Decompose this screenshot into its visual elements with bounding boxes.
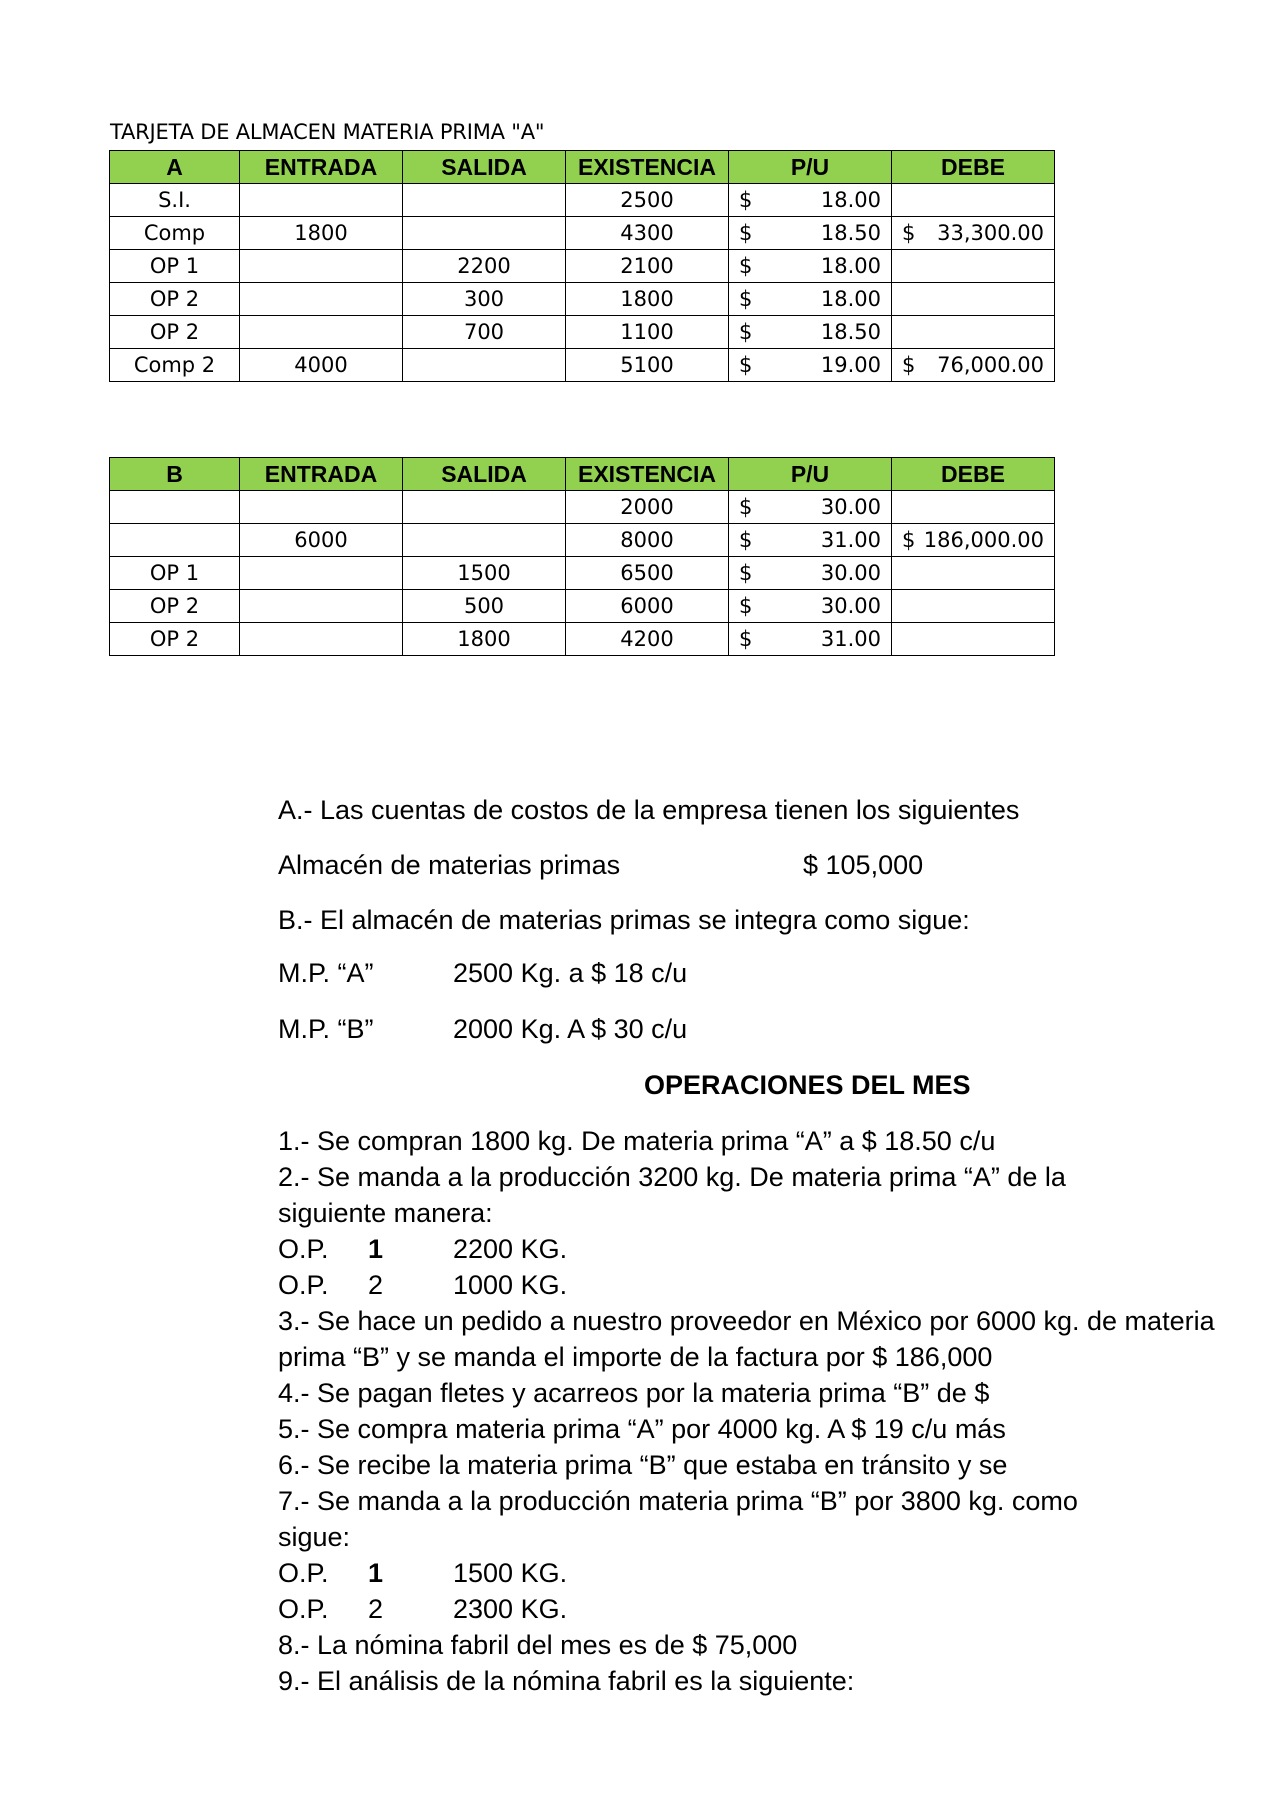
cell-entrada	[240, 491, 403, 524]
operation-line: prima “B” y se manda el importe de la factura por $ 186,000	[278, 1342, 993, 1372]
col-header: SALIDA	[403, 151, 566, 184]
cell-pu-value: 18.00	[820, 188, 881, 212]
cell-entrada: 1800	[240, 217, 403, 250]
cell-debe	[892, 491, 1055, 524]
op-quantity: 2300 KG.	[453, 1594, 568, 1624]
cell-existencia: 4200	[566, 623, 729, 656]
currency-symbol: $	[739, 561, 753, 585]
currency-symbol: $	[902, 353, 916, 377]
operation-line: 4.- Se pagan fletes y acarreos por la materia prima “B” de $	[278, 1378, 990, 1408]
table-header-row	[110, 458, 1055, 491]
operation-line: sigue:	[278, 1522, 351, 1552]
operation-line: 2.- Se manda a la producción 3200 kg. De materia prima “A” de la	[278, 1162, 1066, 1192]
cell-debe	[892, 524, 1055, 557]
cell-pu	[729, 316, 892, 349]
table-row	[110, 590, 1055, 623]
table-row	[110, 316, 1055, 349]
op-label: O.P.	[278, 1558, 329, 1588]
currency-symbol: $	[739, 353, 753, 377]
cell-existencia: 6500	[566, 557, 729, 590]
currency-symbol: $	[739, 188, 753, 212]
cell-debe	[892, 316, 1055, 349]
currency-symbol: $	[739, 495, 753, 519]
col-header: ENTRADA	[240, 458, 403, 491]
cell-existencia: 8000	[566, 524, 729, 557]
currency-symbol: $	[739, 594, 753, 618]
col-header: A	[110, 151, 240, 184]
cell-label: OP 2	[110, 623, 240, 656]
mpa-value: 2500 Kg. a $ 18 c/u	[453, 958, 688, 988]
almacen-label: Almacén de materias primas	[278, 850, 621, 880]
cell-label: OP 2	[110, 590, 240, 623]
cell-pu-value: 31.00	[820, 528, 881, 552]
table-header-row	[110, 151, 1055, 184]
col-header: P/U	[729, 151, 892, 184]
cell-pu-value: 30.00	[820, 561, 881, 585]
cell-existencia: 4300	[566, 217, 729, 250]
cell-pu-value: 30.00	[820, 594, 881, 618]
col-header: ENTRADA	[240, 151, 403, 184]
table-materia-prima-b	[109, 457, 1055, 656]
cell-label: Comp	[110, 217, 240, 250]
col-header: SALIDA	[403, 458, 566, 491]
op-label: O.P.	[278, 1270, 329, 1300]
cell-salida: 1500	[403, 557, 566, 590]
col-header: DEBE	[892, 151, 1055, 184]
cell-debe	[892, 250, 1055, 283]
op-number: 1	[368, 1234, 384, 1264]
text-line: B.- El almacén de materias primas se integra como sigue:	[278, 905, 970, 935]
cell-label: S.I.	[110, 184, 240, 217]
op-label: O.P.	[278, 1234, 329, 1264]
cell-salida: 1800	[403, 623, 566, 656]
cell-pu-value: 18.00	[820, 287, 881, 311]
cell-salida	[403, 349, 566, 382]
table-row	[110, 283, 1055, 316]
op-quantity: 1500 KG.	[453, 1558, 568, 1588]
currency-symbol: $	[739, 627, 753, 651]
table-row	[110, 524, 1055, 557]
cell-salida: 300	[403, 283, 566, 316]
table-row	[110, 491, 1055, 524]
cell-debe	[892, 557, 1055, 590]
cell-salida	[403, 217, 566, 250]
operation-line: 7.- Se manda a la producción materia prima “B” por 3800 kg. como	[278, 1486, 1078, 1516]
cell-pu	[729, 184, 892, 217]
cell-entrada	[240, 250, 403, 283]
card-title: TARJETA DE ALMACEN MATERIA PRIMA "A"	[110, 120, 545, 144]
currency-symbol: $	[739, 221, 753, 245]
col-header: B	[110, 458, 240, 491]
cell-salida	[403, 491, 566, 524]
cell-debe-value: 76,000.00	[937, 353, 1044, 377]
op-number: 2	[368, 1594, 384, 1624]
operation-line: 8.- La nómina fabril del mes es de $ 75,000	[278, 1630, 798, 1660]
section-heading: OPERACIONES DEL MES	[644, 1070, 971, 1100]
currency-symbol: $	[739, 528, 753, 552]
cell-salida: 700	[403, 316, 566, 349]
cell-debe	[892, 283, 1055, 316]
operation-line: siguiente manera:	[278, 1198, 493, 1228]
cell-existencia: 5100	[566, 349, 729, 382]
text-line: A.- Las cuentas de costos de la empresa tienen los siguientes	[278, 795, 1020, 825]
operation-line: 6.- Se recibe la materia prima “B” que estaba en tránsito y se	[278, 1450, 1008, 1480]
cell-label: OP 2	[110, 283, 240, 316]
cell-pu-value: 18.50	[820, 320, 881, 344]
cell-debe	[892, 590, 1055, 623]
table-materia-prima-a	[109, 150, 1055, 382]
op-label: O.P.	[278, 1594, 329, 1624]
cell-debe	[892, 349, 1055, 382]
cell-existencia: 6000	[566, 590, 729, 623]
cell-pu-value: 30.00	[820, 495, 881, 519]
mpb-value: 2000 Kg. A $ 30 c/u	[453, 1014, 688, 1044]
op-quantity: 2200 KG.	[453, 1234, 568, 1264]
cell-entrada	[240, 623, 403, 656]
cell-label: OP 2	[110, 316, 240, 349]
cell-salida: 500	[403, 590, 566, 623]
op-number: 2	[368, 1270, 384, 1300]
cell-existencia: 2500	[566, 184, 729, 217]
cell-pu-value: 19.00	[820, 353, 881, 377]
col-header: EXISTENCIA	[566, 458, 729, 491]
cell-pu-value: 18.50	[820, 221, 881, 245]
cell-entrada: 4000	[240, 349, 403, 382]
table-row	[110, 217, 1055, 250]
col-header: EXISTENCIA	[566, 151, 729, 184]
operation-line: 3.- Se hace un pedido a nuestro proveedor en México por 6000 kg. de materia	[278, 1306, 1215, 1336]
currency-symbol: $	[739, 320, 753, 344]
cell-debe	[892, 623, 1055, 656]
cell-pu	[729, 491, 892, 524]
cell-label: OP 1	[110, 557, 240, 590]
currency-symbol: $	[902, 221, 916, 245]
cell-pu	[729, 623, 892, 656]
cell-pu	[729, 217, 892, 250]
table-row	[110, 184, 1055, 217]
cell-existencia: 1800	[566, 283, 729, 316]
cell-debe	[892, 217, 1055, 250]
col-header: DEBE	[892, 458, 1055, 491]
operation-line: 1.- Se compran 1800 kg. De materia prima “A” a $ 18.50 c/u	[278, 1126, 996, 1156]
almacen-value: $ 105,000	[803, 850, 924, 880]
op-number: 1	[368, 1558, 384, 1588]
exercise-text	[278, 790, 1215, 1700]
table-row	[110, 250, 1055, 283]
currency-symbol: $	[739, 287, 753, 311]
cell-pu	[729, 349, 892, 382]
cell-debe-value: 186,000.00	[923, 528, 1044, 552]
cell-entrada	[240, 590, 403, 623]
cell-debe-value: 33,300.00	[937, 221, 1044, 245]
mpb-label: M.P. “B”	[278, 1014, 374, 1044]
cell-label: Comp 2	[110, 349, 240, 382]
currency-symbol: $	[902, 528, 916, 552]
operation-line: 9.- El análisis de la nómina fabril es la siguiente:	[278, 1666, 855, 1696]
cell-existencia: 1100	[566, 316, 729, 349]
table-row	[110, 349, 1055, 382]
col-header: P/U	[729, 458, 892, 491]
currency-symbol: $	[739, 254, 753, 278]
cell-label	[110, 491, 240, 524]
mpa-label: M.P. “A”	[278, 958, 374, 988]
cell-pu	[729, 524, 892, 557]
cell-entrada	[240, 184, 403, 217]
cell-debe	[892, 184, 1055, 217]
cell-entrada	[240, 557, 403, 590]
cell-salida	[403, 524, 566, 557]
cell-entrada	[240, 283, 403, 316]
cell-pu	[729, 557, 892, 590]
cell-pu-value: 31.00	[820, 627, 881, 651]
cell-existencia: 2100	[566, 250, 729, 283]
cell-pu-value: 18.00	[820, 254, 881, 278]
op-quantity: 1000 KG.	[453, 1270, 568, 1300]
cell-pu	[729, 590, 892, 623]
cell-entrada	[240, 316, 403, 349]
table-row	[110, 623, 1055, 656]
operation-line: 5.- Se compra materia prima “A” por 4000 kg. A $ 19 c/u más	[278, 1414, 1006, 1444]
cell-pu	[729, 250, 892, 283]
cell-label	[110, 524, 240, 557]
cell-salida: 2200	[403, 250, 566, 283]
cell-entrada: 6000	[240, 524, 403, 557]
cell-salida	[403, 184, 566, 217]
cell-pu	[729, 283, 892, 316]
cell-existencia: 2000	[566, 491, 729, 524]
table-row	[110, 557, 1055, 590]
cell-label: OP 1	[110, 250, 240, 283]
